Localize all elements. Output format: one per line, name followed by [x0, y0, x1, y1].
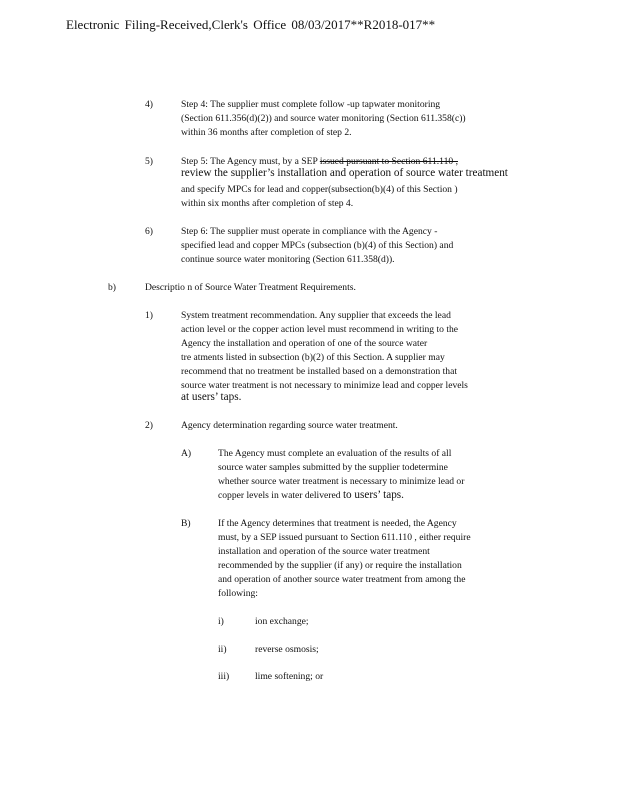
itemA-line-2: source water samples submitted by the supplier todetermine — [218, 462, 448, 473]
item1-line-3: Agency the installation and operation of one of the source water — [181, 338, 428, 349]
item1-line-6: source water treatment is not necessary to minimize lead and copper levels — [181, 380, 468, 391]
step6-line-2: specified lead and copper MPCs (subsection (b)(4) of this Section) and — [181, 240, 454, 251]
step6-line-1: Step 6: The supplier must operate in compliance with the Agency - — [181, 226, 438, 237]
itemB-line-6: following: — [218, 588, 258, 599]
itemB-line-4: recommended by the supplier (if any) or require the installation — [218, 560, 462, 571]
itemA-line-3: whether source water treatment is necessary to minimize lead or — [218, 476, 465, 487]
step6-line-3: continue source water monitoring (Section 611.358(d)). — [181, 254, 395, 265]
option-ii-text: reverse osmosis; — [255, 644, 319, 655]
item2-number: 2) — [145, 420, 153, 431]
step4-line-2: (Section 611.356(d)(2)) and source water monitoring (Section 611.358(c)) — [181, 113, 466, 124]
option-iii-number: iii) — [218, 671, 230, 682]
step5-line-2: review the supplier’s installation and operation of source water treatment — [181, 167, 508, 179]
item1-number: 1) — [145, 310, 153, 321]
option-i-text: ion exchange; — [255, 616, 309, 627]
itemA-line-4-end: to users’ taps. — [342, 489, 404, 501]
step4-line-1: Step 4: The supplier must complete follow -up tapwater monitoring — [181, 99, 441, 110]
step6-number: 6) — [145, 226, 153, 237]
section-b-number: b) — [108, 282, 116, 293]
itemB-letter: B) — [181, 518, 191, 529]
step5-line-1-text: Step 5: The Agency must, by a SEP — [181, 156, 320, 167]
step5-line-3: and specify MPCs for lead and copper(subsection(b)(4) of this Section ) — [181, 184, 458, 195]
step5-line-4: within six months after completion of step 4. — [181, 198, 354, 209]
page-header: Electronic Filing-Received,Clerk's Office 08/03/2017**R2018-017** — [66, 17, 436, 32]
item1-line-1: System treatment recommendation. Any supplier that exceeds the lead — [181, 310, 451, 321]
option-i-number: i) — [218, 616, 224, 627]
step4-line-3: within 36 months after completion of step 2. — [181, 127, 352, 138]
itemA-letter: A) — [181, 448, 192, 459]
step5-number: 5) — [145, 156, 153, 167]
step5-struck-text: issued pursuant to Section 611.110 , — [319, 156, 458, 167]
itemB-line-2: must, by a SEP issued pursuant to Section 611.110 , either require — [218, 532, 471, 543]
itemA-line-4-text: copper levels in water delivered — [218, 490, 343, 501]
item1-line-5: recommend that no treatment be installed based on a demonstration that — [181, 366, 458, 377]
option-iii-text: lime softening; or — [255, 671, 324, 682]
item1-line-4: tre atments listed in subsection (b)(2) of this Section. A supplier may — [181, 352, 445, 363]
section-b-title: Descriptio n of Source Water Treatment Requirements. — [145, 282, 356, 293]
option-ii-number: ii) — [218, 644, 227, 655]
itemB-line-3: installation and operation of the source water treatment — [218, 546, 430, 557]
item1-line-2: action level or the copper action level must recommend in writing to the — [181, 324, 459, 335]
item1-line-7: at users’ taps. — [181, 391, 242, 403]
itemA-line-4 — [218, 489, 404, 502]
itemB-line-1: If the Agency determines that treatment is needed, the Agency — [218, 518, 457, 529]
itemA-line-1: The Agency must complete an evaluation of the results of all — [218, 448, 452, 459]
itemB-line-5: and operation of another source water treatment from among the — [218, 574, 466, 585]
step4-number: 4) — [145, 99, 153, 110]
item2-title: Agency determination regarding source water treatment. — [181, 420, 398, 431]
